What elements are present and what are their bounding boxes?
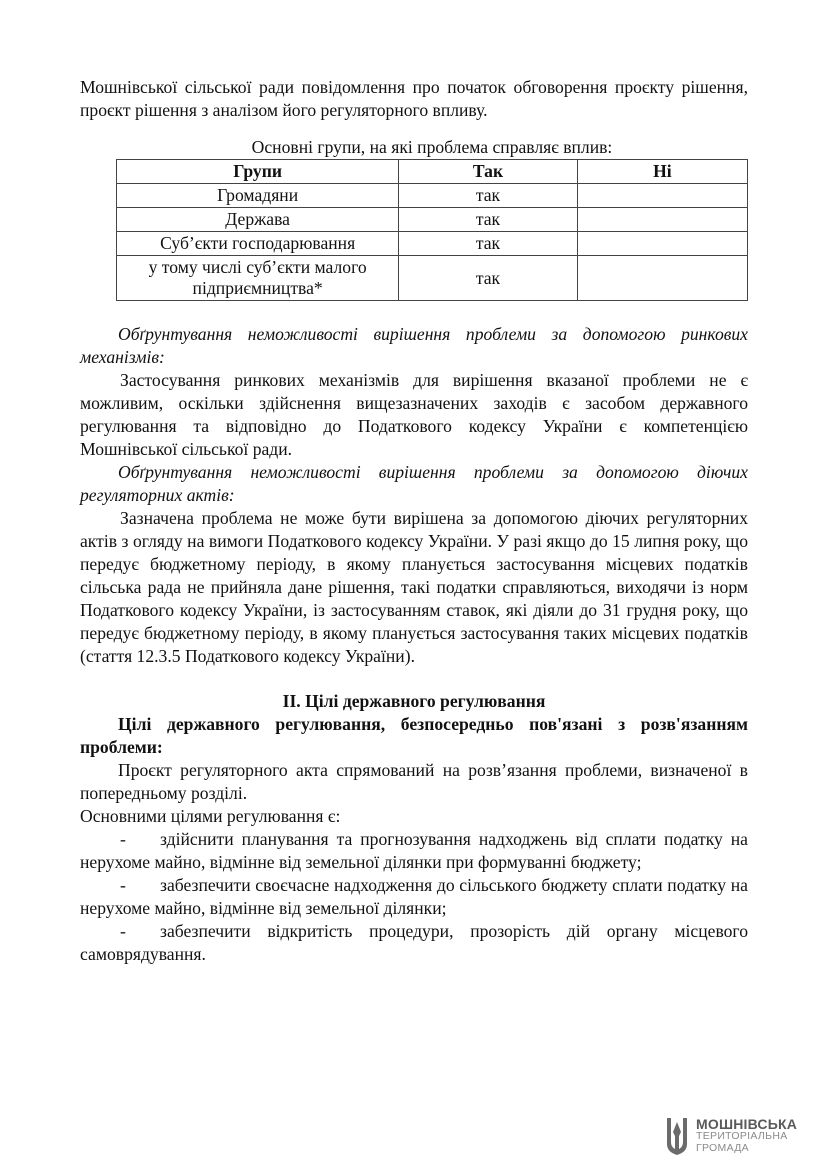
header-yes: Так (399, 160, 577, 184)
goal-item (80, 920, 748, 966)
document-page (80, 76, 748, 966)
table-caption: Основні групи, на які проблема справляє вплив: (251, 137, 613, 157)
table-row (117, 208, 748, 232)
market-heading: Обґрунтування неможливості вирішення проблеми за допомогою ринкових механізмів: (80, 324, 748, 367)
goals-intro: Основними цілями регулювання є: (80, 806, 341, 826)
market-text: Застосування ринкових механізмів для вирішення вказаної проблеми не є можливим, оскільки здійснення вищезазначених заходів є засобом державного регулювання та відповідно до Податкового кодексу України є компетенцією Мошнівської сільської ради. (80, 370, 748, 459)
logo-sub-1: ТЕРИТОРІАЛЬНА (696, 1130, 788, 1142)
intro-paragraph: Мошнівської сільської ради повідомлення про початок обговорення проєкту рішення, проєкт рішення з аналізом його регуляторного впливу. (80, 77, 748, 120)
section-subtitle: Цілі державного регулювання, безпосередньо пов'язані з розв'язанням проблеми: (80, 714, 748, 757)
section-paragraph: Проєкт регуляторного акта спрямований на розв’язання проблеми, визначеної в попередньому розділі. (80, 760, 748, 803)
cell-yes: так (399, 184, 577, 208)
cell-no (577, 208, 747, 232)
cell-yes: так (399, 232, 577, 256)
affected-groups-table (116, 159, 748, 301)
header-no: Ні (577, 160, 747, 184)
cell-no (577, 184, 747, 208)
table-row (117, 184, 748, 208)
cell-group: Держава (117, 208, 399, 232)
goal-text: забезпечити відкритість процедури, прозорість дій органу місцевого самоврядування. (80, 921, 748, 964)
section-title: ІІ. Цілі державного регулювання (282, 691, 546, 711)
cell-yes: так (399, 208, 577, 232)
cell-group: у тому числі суб’єкти малого підприємництва* (117, 256, 399, 301)
acts-heading: Обґрунтування неможливості вирішення проблеми за допомогою діючих регуляторних актів: (80, 462, 748, 505)
goal-item (80, 874, 748, 920)
cell-no (577, 256, 747, 301)
logo-sub-2: ГРОМАДА (696, 1142, 749, 1154)
trident-icon (664, 1114, 690, 1158)
logo-main: МОШНІВСЬКА (696, 1116, 798, 1132)
table-header-row (117, 160, 748, 184)
goal-item (80, 828, 748, 874)
acts-text: Зазначена проблема не може бути вирішена за допомогою діючих регуляторних актів з огляду на вимоги Податкового кодексу України. У разі якщо до 15 липня року, що передує бюджетному періоду, в якому планується застосування місцевих податків сільська рада не прийняла дане рішення, такі податки справляються, виходячи із норм Податкового кодексу України, із застосуванням ставок, які діяли до 31 грудня року, що передує бюджетному періоду, в якому планується застосування таких місцевих податків (стаття 12.3.5 Податкового кодексу України). (80, 508, 748, 666)
goal-dash: - (120, 829, 126, 849)
table-row (117, 232, 748, 256)
cell-group: Суб’єкти господарювання (117, 232, 399, 256)
goal-text: забезпечити своєчасне надходження до сільського бюджету сплати податку на нерухоме майно, відмінне від земельної ділянки; (80, 875, 748, 918)
goal-dash: - (120, 921, 126, 941)
table-row (117, 256, 748, 301)
cell-group: Громадяни (117, 184, 399, 208)
logo-text (696, 1118, 797, 1154)
cell-yes: так (399, 256, 577, 301)
header-groups: Групи (117, 160, 399, 184)
goal-text: здійснити планування та прогнозування надходжень від сплати податку на нерухоме майно, відмінне від земельної ділянки при формуванні бюджету; (80, 829, 748, 872)
cell-no (577, 232, 747, 256)
goal-dash: - (120, 875, 126, 895)
community-logo (664, 1112, 814, 1160)
